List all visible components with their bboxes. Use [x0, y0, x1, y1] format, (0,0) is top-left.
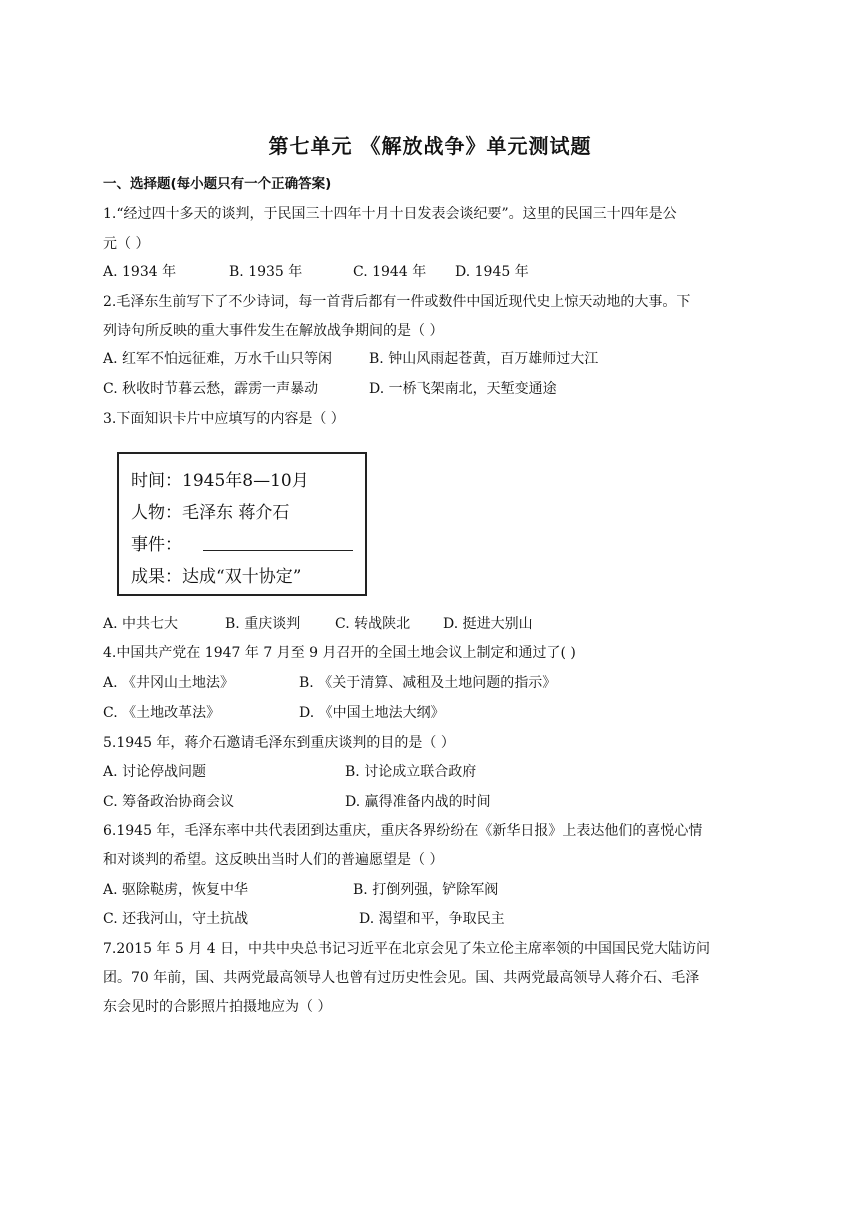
card-result: 成果：达成“双十协定”	[131, 567, 302, 587]
option-b: B. 1935 年	[229, 264, 303, 280]
option-c: C. 还我河山，守土抗战	[103, 911, 249, 927]
option-c: C. 筹备政治协商会议	[103, 794, 235, 810]
card-time: 时间：1945年8—10月	[131, 471, 309, 491]
question-7-stem-line-1: 7.2015 年 5 月 4 日，中共中央总书记习近平在北京会见了朱立伦主席率领的中国国民党大陆访问	[103, 941, 711, 957]
option-b: B. 重庆谈判	[225, 616, 301, 632]
card-people: 人物：毛泽东 蒋介石	[131, 503, 290, 523]
option-a: A. 驱除鞑虏，恢复中华	[103, 882, 249, 898]
section-heading: 一、选择题(每小题只有一个正确答案)	[103, 176, 332, 192]
option-d: D. 1945 年	[455, 264, 529, 280]
question-7-stem-line-3: 东会见时的合影照片拍摄地应为（ ）	[103, 999, 332, 1015]
option-d: D. 《中国土地法大纲》	[299, 705, 445, 721]
option-c: C. 《土地改革法》	[103, 705, 221, 721]
option-b: B. 讨论成立联合政府	[345, 764, 477, 780]
option-b: B. 打倒列强，铲除军阀	[353, 882, 499, 898]
option-c: C. 1944 年	[353, 264, 427, 280]
question-1-stem-line-1: 1.“经过四十多天的谈判，于民国三十四年十月十日发表会谈纪要”。这里的民国三十四年是公	[103, 206, 677, 222]
option-c: C. 秋收时节暮云愁，霹雳一声暴动	[103, 381, 319, 397]
question-2-stem-line-1: 2.毛泽东生前写下了不少诗词，每一首背后都有一件或数件中国近现代史上惊天动地的大事。下	[103, 294, 691, 310]
option-d: D. 一桥飞架南北，天堑变通途	[369, 381, 557, 397]
option-a: A. 中共七大	[103, 616, 179, 632]
option-a: A. 《井冈山土地法》	[103, 675, 235, 691]
option-c: C. 转战陕北	[335, 616, 411, 632]
option-d: D. 挺进大别山	[443, 616, 533, 632]
question-3-stem-line-1: 3.下面知识卡片中应填写的内容是（ ）	[103, 411, 345, 427]
knowledge-card	[117, 452, 367, 596]
question-6-stem-line-2: 和对谈判的希望。这反映出当时人们的普遍愿望是（ ）	[103, 852, 444, 868]
page-title: 第七单元 《解放战争》单元测试题	[268, 134, 592, 158]
option-a: A. 1934 年	[103, 264, 177, 280]
question-7-stem-line-2: 团。70 年前，国、共两党最高领导人也曾有过历史性会见。国、共两党最高领导人蒋介石、毛泽	[103, 970, 700, 986]
card-event: 事件：	[131, 535, 182, 555]
option-d: D. 赢得准备内战的时间	[345, 794, 491, 810]
question-5-stem-line-1: 5.1945 年，蒋介石邀请毛泽东到重庆谈判的目的是（ ）	[103, 735, 455, 751]
question-1-stem-line-2: 元（ ）	[103, 236, 150, 252]
option-b: B. 钟山风雨起苍黄，百万雄师过大江	[369, 351, 599, 367]
card-event-blank	[203, 550, 353, 551]
question-2-stem-line-2: 列诗句所反映的重大事件发生在解放战争期间的是（ ）	[103, 323, 444, 339]
option-d: D. 渴望和平，争取民主	[359, 911, 505, 927]
option-a: A. 讨论停战问题	[103, 764, 207, 780]
option-b: B. 《关于清算、减租及土地问题的指示》	[299, 675, 557, 691]
option-a: A. 红军不怕远征难，万水千山只等闲	[103, 351, 333, 367]
question-6-stem-line-1: 6.1945 年，毛泽东率中共代表团到达重庆，重庆各界纷纷在《新华日报》上表达他们的喜悦心情	[103, 823, 703, 839]
question-4-stem-line-1: 4.中国共产党在 1947 年 7 月至 9 月召开的全国土地会议上制定和通过了( )	[103, 645, 576, 661]
